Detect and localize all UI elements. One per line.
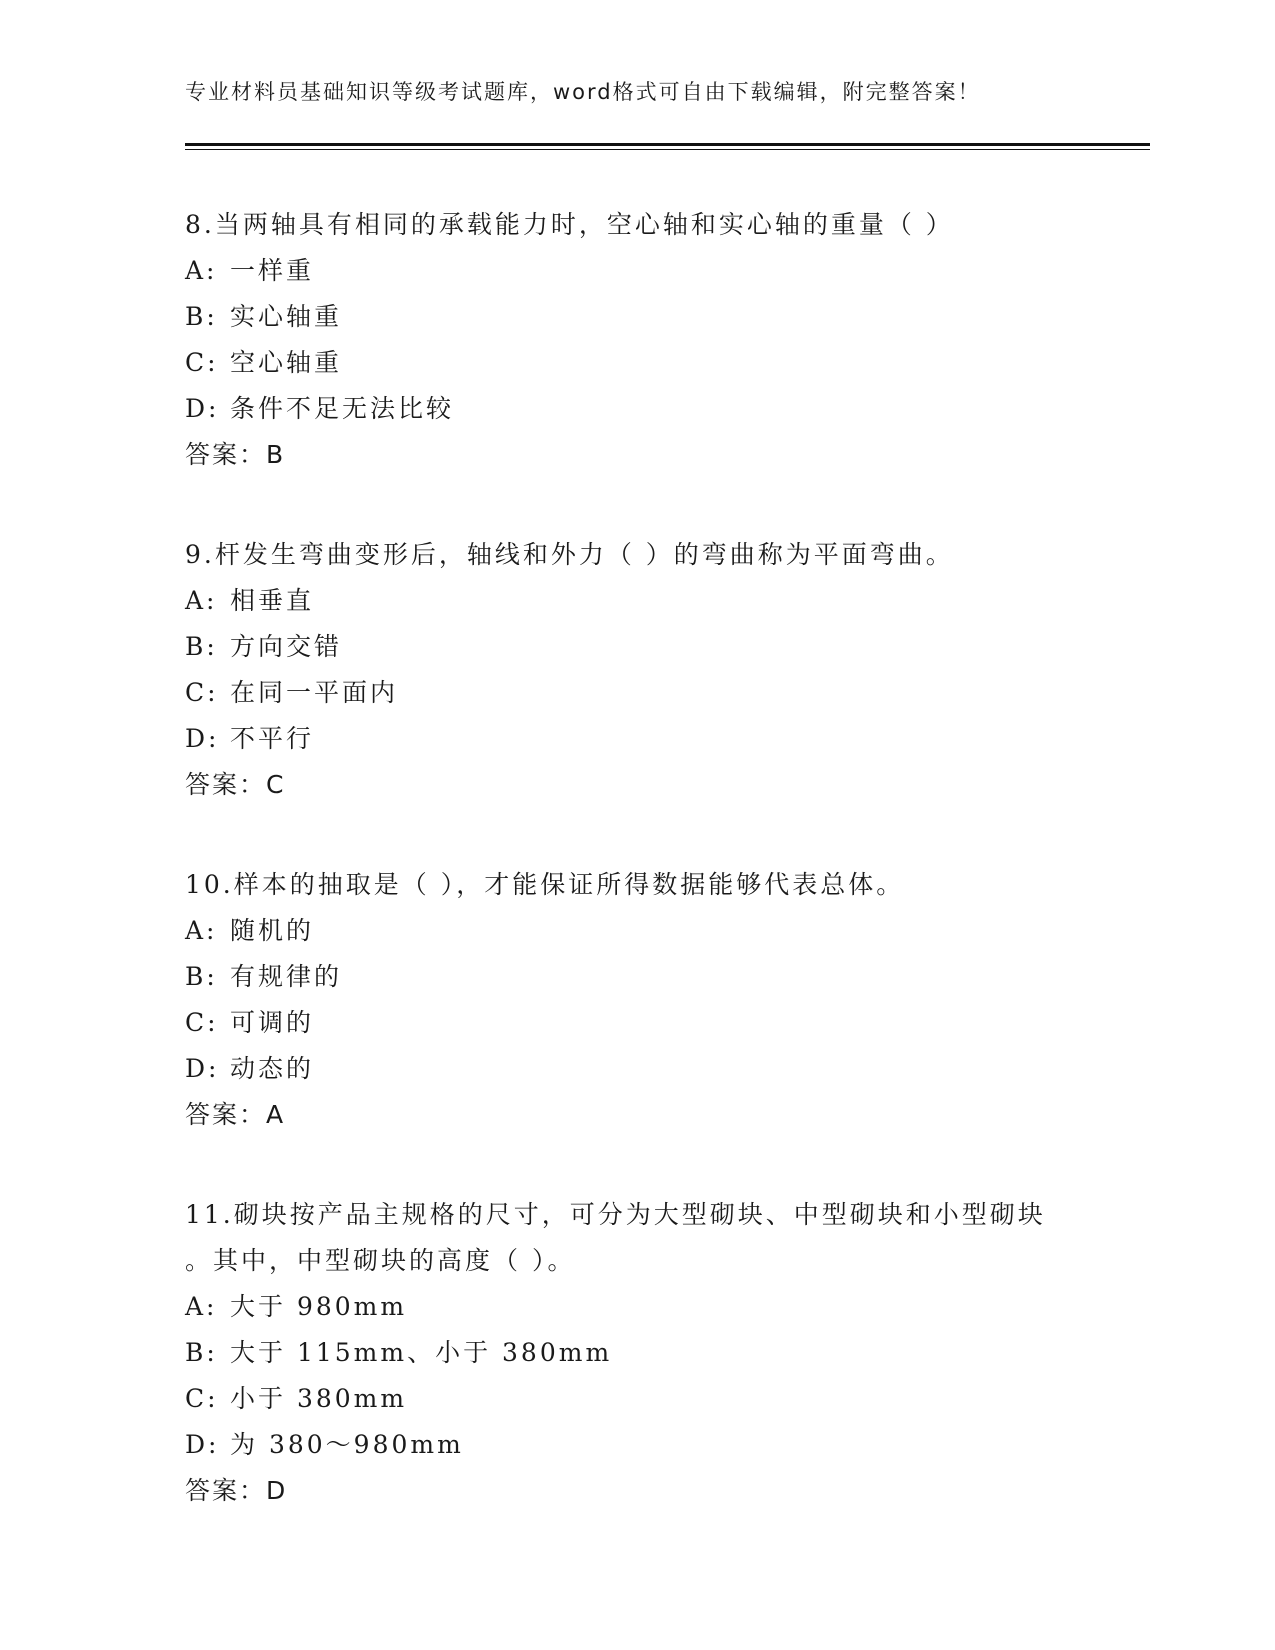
option-key: B: [185, 302, 218, 331]
option-d [185, 1422, 1105, 1468]
option-b [185, 954, 1105, 1000]
option-key: D: [185, 1054, 220, 1083]
option-text: 可调的 [230, 1008, 315, 1037]
option-c [185, 1376, 1105, 1422]
option-b [185, 294, 1105, 340]
option-d [185, 716, 1105, 762]
option-key: C: [185, 678, 219, 707]
question-8 [185, 202, 1105, 478]
option-a [185, 1284, 1105, 1330]
option-c [185, 670, 1105, 716]
option-key: C: [185, 348, 219, 377]
option-text: 条件不足无法比较 [230, 394, 455, 423]
option-text: 动态的 [230, 1054, 315, 1083]
option-text: 有规律的 [230, 962, 343, 991]
question-stem: 10.样本的抽取是（ ），才能保证所得数据能够代表总体。 [185, 870, 905, 899]
answer-line: 答案：A [185, 1100, 286, 1129]
answer-line: 答案：C [185, 770, 286, 799]
option-text: 实心轴重 [230, 302, 343, 331]
option-a [185, 248, 1105, 294]
option-text: 不平行 [230, 724, 315, 753]
question-stem: 8.当两轴具有相同的承载能力时，空心轴和实心轴的重量（ ） [185, 210, 954, 239]
option-key: D: [185, 394, 220, 423]
question-stem: 9.杆发生弯曲变形后，轴线和外力（ ）的弯曲称为平面弯曲。 [185, 540, 954, 569]
option-key: C: [185, 1384, 219, 1413]
option-text: 大于 980mm [230, 1292, 408, 1321]
option-a [185, 908, 1105, 954]
question-stem-line-2: 。其中，中型砌块的高度（ ）。 [185, 1246, 576, 1275]
option-key: A: [185, 586, 218, 615]
option-d [185, 1046, 1105, 1092]
option-key: C: [185, 1008, 219, 1037]
answer-line: 答案：D [185, 1476, 288, 1505]
question-list [185, 202, 1105, 1568]
header-divider-thin [185, 149, 1150, 150]
option-text: 一样重 [230, 256, 315, 285]
option-text: 相垂直 [230, 586, 315, 615]
option-key: A: [185, 916, 218, 945]
option-key: A: [185, 256, 218, 285]
option-key: D: [185, 724, 220, 753]
header-divider [185, 143, 1150, 146]
question-9 [185, 532, 1105, 808]
option-b [185, 1330, 1105, 1376]
option-text: 为 380～980mm [230, 1430, 464, 1459]
option-text: 在同一平面内 [230, 678, 399, 707]
option-key: A: [185, 1292, 218, 1321]
option-key: D: [185, 1430, 220, 1459]
option-text: 方向交错 [230, 632, 343, 661]
option-text: 空心轴重 [230, 348, 343, 377]
option-b [185, 624, 1105, 670]
question-11 [185, 1192, 1105, 1514]
page-header: 专业材料员基础知识等级考试题库，word格式可自由下载编辑，附完整答案！ [185, 80, 981, 104]
option-d [185, 386, 1105, 432]
option-text: 大于 115mm、小于 380mm [230, 1338, 613, 1367]
option-c [185, 340, 1105, 386]
question-10 [185, 862, 1105, 1138]
option-key: B: [185, 1338, 218, 1367]
option-text: 随机的 [230, 916, 315, 945]
option-text: 小于 380mm [230, 1384, 408, 1413]
option-key: B: [185, 962, 218, 991]
question-stem-line-1: 11.砌块按产品主规格的尺寸，可分为大型砌块、中型砌块和小型砌块 [185, 1200, 1046, 1229]
option-key: B: [185, 632, 218, 661]
option-a [185, 578, 1105, 624]
answer-line: 答案：B [185, 440, 286, 469]
option-c [185, 1000, 1105, 1046]
